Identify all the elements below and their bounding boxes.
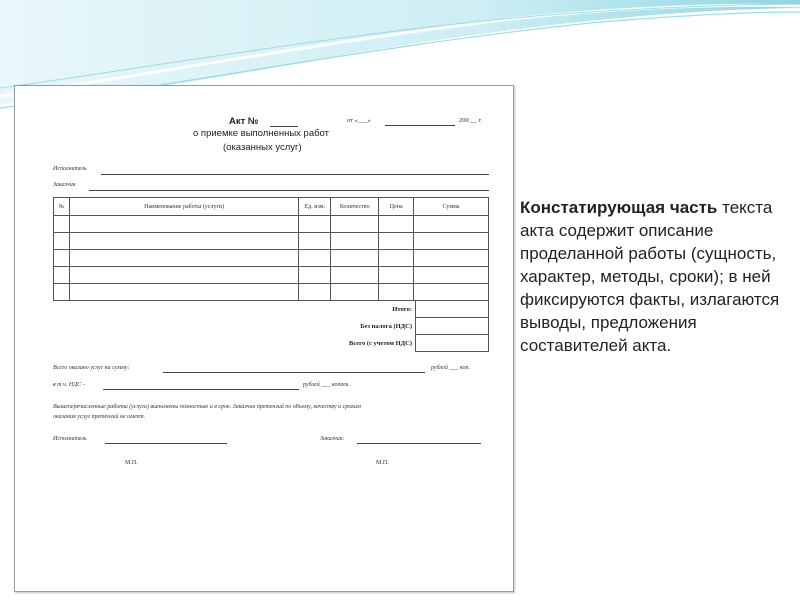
sign-performer-label: Исполнитель [53,436,87,442]
act-date-from: от «___» [347,117,371,124]
sign-customer-label: Заказчик: [320,436,345,442]
stamp-customer: М.П. [376,460,389,466]
side-description-bold: Констатирующая часть [520,198,718,217]
statement-line-1: Вышеперечисленные работы (услуги) выполнены полностью и в срок. Заказчик претензий по объему, качеству и срокам [53,404,361,410]
total-label: Итого: [392,305,412,313]
totals-row [53,335,489,352]
vat-line-label: в т.ч. НДС – [53,382,86,388]
customer-label: Заказчик [53,182,76,188]
performer-line [101,174,489,175]
with-vat-label: Всего (с учетом НДС) [349,339,412,347]
table-row [54,267,489,284]
table-row [54,250,489,267]
vat-line [103,389,299,390]
act-number-line [270,126,298,127]
col-unit: Ед. изм. [299,198,331,216]
sign-performer-line [105,443,227,444]
totals-row [53,301,489,318]
side-description-text: текста акта содержит описание проделанной работы (сущность, характер, методы, сроки); в ней фиксируются факты, излагаются выводы, предложения составителей акта. [520,198,780,355]
with-vat-value-box [416,335,489,352]
table-row [54,233,489,250]
act-document [14,85,514,592]
totals-table [53,300,489,352]
table-header-row [54,198,489,216]
stamp-performer: М.П. [125,460,138,466]
performer-label: Исполнитель [53,166,87,172]
col-number: № [54,198,70,216]
sign-customer-line [357,443,481,444]
act-date-line [385,125,455,126]
statement-line-2: оказания услуг претензий не имеет. [53,414,146,420]
sum-line [163,372,425,373]
works-table [53,197,489,301]
table-row [54,284,489,301]
col-sum: Сумма [414,198,489,216]
act-subtitle-1: о приемке выполненных работ [193,128,329,139]
col-work-name: Наименование работы (услуги) [69,198,298,216]
vat-rubles-kop: рублей ___ копеек. [303,382,351,388]
col-quantity: Количество [331,198,379,216]
sum-rubles-kop: рублей ___ коп. [431,365,470,371]
total-value-box [416,301,489,318]
side-description [520,196,788,357]
customer-line [89,190,489,191]
col-price: Цена [379,198,414,216]
without-vat-value-box [416,318,489,335]
table-row [54,216,489,233]
act-year: 200 __ г. [459,117,483,124]
act-title: Акт № [229,116,259,127]
act-subtitle-2: (оказанных услуг) [223,142,302,153]
sum-line-label: Всего оказано услуг на сумму: [53,365,130,371]
without-vat-label: Без налога (НДС) [360,322,412,330]
totals-row [53,318,489,335]
